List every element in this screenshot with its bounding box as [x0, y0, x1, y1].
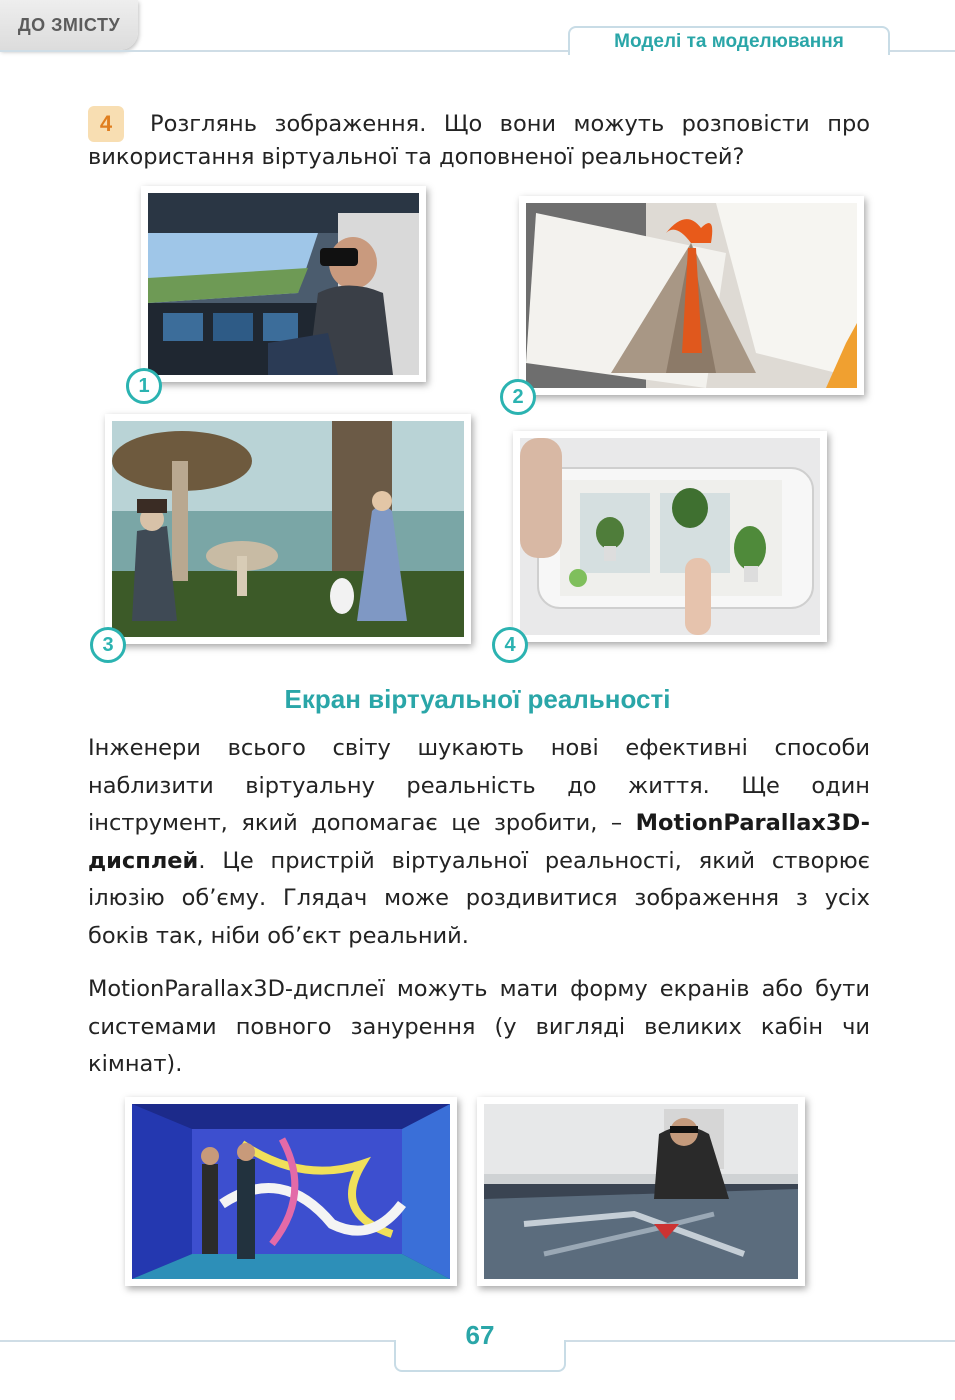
term-motionparallax-display: MotionParallax3D-дисплей [88, 810, 870, 874]
paragraph-2: MotionParallax3D-дисплеї можуть мати форму екранів або бути системами повного занурення (у вигляді великих кабін чи кімнат). [88, 976, 870, 1077]
task-number-badge [88, 106, 124, 142]
photo-ar-volcano-book [519, 196, 864, 395]
paragraph-1: Інженери всього світу шукають нові ефективні способи наблизити віртуальну реальність до життя. Ще один інструмент, який допомагає це зробити, – MotionParallax3D-дисплей. Це пристрій віртуальної реальності, який створює ілюзію об’єму. Глядач може роздивитися зображення з усіх боків так, ніби об’єкт реальний. [88, 735, 870, 949]
chapter-title: Моделі та моделювання [614, 30, 844, 52]
photo-ar-smartphone-plants [513, 431, 827, 642]
toc-button[interactable] [0, 0, 138, 50]
task-number: 4 [99, 111, 113, 136]
task-question: Розглянь зображення. Що вони можуть розповісти про використання віртуальної та доповненої реальностей? [88, 111, 870, 170]
figure-number-3: 3 [90, 627, 126, 663]
photo-vr-flight-simulator [141, 186, 426, 382]
toc-button-label: ДО ЗМІСТУ [17, 14, 121, 35]
figure-number-2: 2 [500, 379, 536, 415]
chapter-header [568, 26, 890, 55]
task-text [88, 108, 870, 174]
photo-cave-immersive-room [125, 1097, 457, 1286]
figure-number-4: 4 [492, 627, 528, 663]
section-title: Екран віртуальної реальності [284, 684, 671, 714]
photo-fantasy-virtual-world [105, 414, 471, 644]
page-number-tab [394, 1320, 566, 1372]
page-number: 67 [456, 1320, 505, 1351]
figure-number-1: 1 [126, 368, 162, 404]
photo-3d-display-table [477, 1097, 805, 1286]
